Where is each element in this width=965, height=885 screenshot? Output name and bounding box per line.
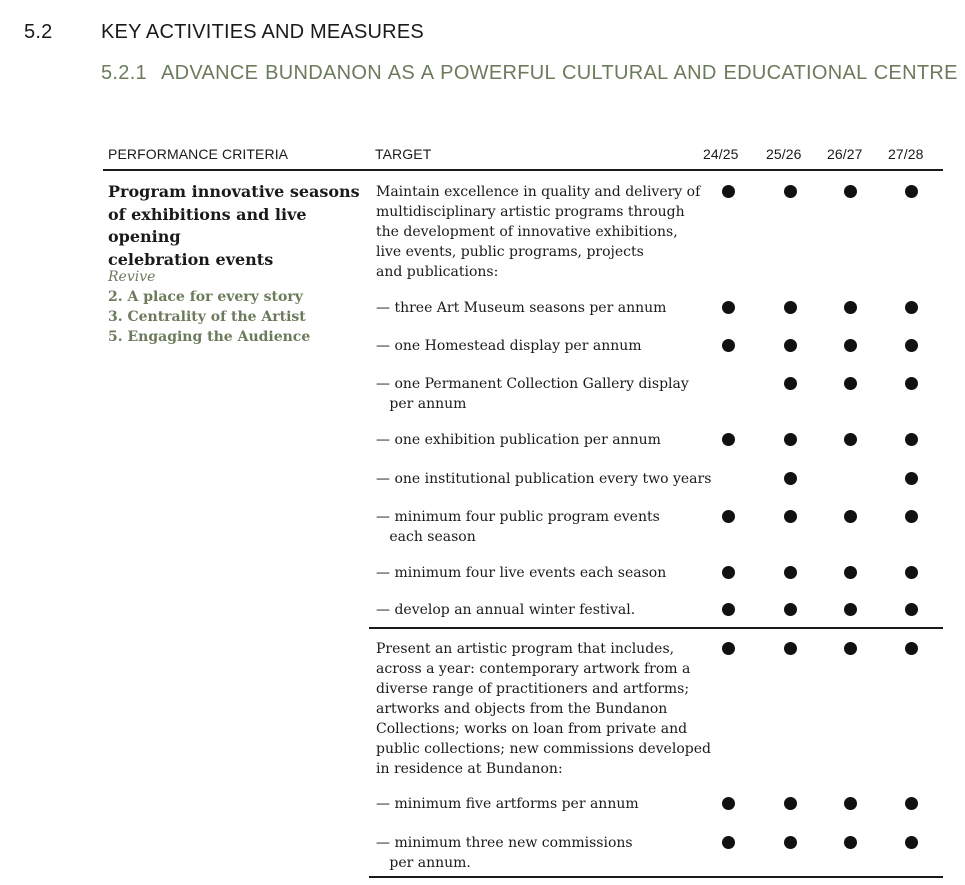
header-year-1: 24/25 bbox=[703, 146, 739, 162]
header-target: TARGET bbox=[375, 146, 432, 162]
target-line: — one exhibition publication per annum bbox=[376, 432, 661, 448]
target-met-dot-icon bbox=[784, 797, 797, 810]
target-line: the development of innovative exhibitions, bbox=[376, 224, 678, 240]
target-row-text bbox=[376, 600, 635, 620]
target-line: — minimum five artforms per annum bbox=[376, 796, 639, 812]
target-met-dot-icon bbox=[722, 185, 735, 198]
target-met-dot-icon bbox=[722, 566, 735, 579]
header-rule bbox=[103, 169, 943, 171]
subsection-heading bbox=[101, 62, 958, 85]
criteria-title-line: Program innovative seasons bbox=[108, 182, 360, 201]
target-line: per annum. bbox=[376, 855, 471, 871]
target-met-dot-icon bbox=[722, 642, 735, 655]
target-met-dot-icon bbox=[784, 433, 797, 446]
target-line: each season bbox=[376, 529, 476, 545]
goal-item: 3. Centrality of the Artist bbox=[108, 309, 306, 325]
target-row-text bbox=[376, 182, 700, 282]
subsection-number: 5.2.1 bbox=[101, 62, 147, 84]
target-row-text bbox=[376, 507, 660, 547]
target-line: and publications: bbox=[376, 264, 499, 280]
target-met-dot-icon bbox=[844, 566, 857, 579]
target-met-dot-icon bbox=[905, 185, 918, 198]
target-met-dot-icon bbox=[905, 339, 918, 352]
target-met-dot-icon bbox=[844, 642, 857, 655]
section-number: 5.2 bbox=[24, 21, 53, 43]
target-row-text bbox=[376, 298, 666, 318]
target-met-dot-icon bbox=[844, 377, 857, 390]
target-line: across a year: contemporary artwork from a bbox=[376, 661, 691, 677]
target-line: — minimum three new commissions bbox=[376, 835, 633, 851]
target-met-dot-icon bbox=[905, 433, 918, 446]
target-line: multidisciplinary artistic programs through bbox=[376, 204, 685, 220]
target-row-text bbox=[376, 336, 642, 356]
target-met-dot-icon bbox=[722, 797, 735, 810]
target-met-dot-icon bbox=[784, 185, 797, 198]
target-line: — three Art Museum seasons per annum bbox=[376, 300, 667, 316]
target-met-dot-icon bbox=[784, 603, 797, 616]
target-met-dot-icon bbox=[784, 339, 797, 352]
target-met-dot-icon bbox=[722, 301, 735, 314]
target-met-dot-icon bbox=[905, 377, 918, 390]
target-line: diverse range of practitioners and artforms; bbox=[376, 681, 690, 697]
target-met-dot-icon bbox=[844, 185, 857, 198]
target-met-dot-icon bbox=[784, 377, 797, 390]
target-met-dot-icon bbox=[784, 566, 797, 579]
target-met-dot-icon bbox=[905, 642, 918, 655]
target-line: in residence at Bundanon: bbox=[376, 761, 563, 777]
target-met-dot-icon bbox=[844, 836, 857, 849]
criteria-title-line: celebration events bbox=[108, 249, 274, 269]
target-line: — develop an annual winter festival. bbox=[376, 602, 636, 618]
target-met-dot-icon bbox=[722, 836, 735, 849]
target-line: Present an artistic program that includes, bbox=[376, 641, 675, 657]
target-met-dot-icon bbox=[905, 566, 918, 579]
target-met-dot-icon bbox=[905, 836, 918, 849]
target-met-dot-icon bbox=[844, 339, 857, 352]
target-met-dot-icon bbox=[905, 301, 918, 314]
section-title: KEY ACTIVITIES AND MEASURES bbox=[101, 21, 424, 43]
target-row-text bbox=[376, 563, 666, 583]
target-line: public collections; new commissions developed bbox=[376, 741, 711, 757]
target-row-text bbox=[376, 374, 689, 414]
target-line: — one institutional publication every two years bbox=[376, 471, 712, 487]
target-met-dot-icon bbox=[905, 797, 918, 810]
target-met-dot-icon bbox=[844, 301, 857, 314]
target-met-dot-icon bbox=[844, 603, 857, 616]
header-year-2: 25/26 bbox=[766, 146, 802, 162]
subsection-title: ADVANCE BUNDANON AS A POWERFUL CULTURAL AND EDUCATIONAL CENTRE bbox=[160, 62, 958, 84]
target-met-dot-icon bbox=[844, 433, 857, 446]
criteria-title bbox=[108, 181, 370, 271]
target-row-text bbox=[376, 469, 711, 489]
goal-item: 2. A place for every story bbox=[108, 289, 303, 305]
header-year-4: 27/28 bbox=[888, 146, 924, 162]
target-met-dot-icon bbox=[784, 301, 797, 314]
target-line: — one Permanent Collection Gallery display bbox=[376, 376, 689, 392]
target-met-dot-icon bbox=[844, 510, 857, 523]
target-met-dot-icon bbox=[784, 472, 797, 485]
target-row-text bbox=[376, 794, 639, 814]
revive-label: Revive bbox=[108, 269, 156, 285]
target-row-text bbox=[376, 639, 711, 779]
target-met-dot-icon bbox=[722, 510, 735, 523]
target-line: Maintain excellence in quality and delivery of bbox=[376, 184, 701, 200]
target-met-dot-icon bbox=[722, 433, 735, 446]
target-row-text bbox=[376, 430, 661, 450]
target-met-dot-icon bbox=[905, 472, 918, 485]
header-performance-criteria: PERFORMANCE CRITERIA bbox=[108, 146, 289, 162]
target-line: — minimum four public program events bbox=[376, 509, 660, 525]
target-line: Collections; works on loan from private and bbox=[376, 721, 688, 737]
target-line: live events, public programs, projects bbox=[376, 244, 644, 260]
target-row-text bbox=[376, 833, 633, 873]
target-line: — one Homestead display per annum bbox=[376, 338, 642, 354]
criteria-title-line: of exhibitions and live opening bbox=[108, 204, 307, 246]
target-met-dot-icon bbox=[722, 339, 735, 352]
header-year-3: 26/27 bbox=[827, 146, 863, 162]
target-met-dot-icon bbox=[784, 510, 797, 523]
target-met-dot-icon bbox=[844, 797, 857, 810]
target-met-dot-icon bbox=[905, 603, 918, 616]
target-line: — minimum four live events each season bbox=[376, 565, 667, 581]
goal-item: 5. Engaging the Audience bbox=[108, 329, 311, 345]
target-met-dot-icon bbox=[784, 836, 797, 849]
target-line: per annum bbox=[376, 396, 467, 412]
target-met-dot-icon bbox=[722, 603, 735, 616]
target-met-dot-icon bbox=[905, 510, 918, 523]
target-line: artworks and objects from the Bundanon bbox=[376, 701, 668, 717]
table-bottom-rule bbox=[369, 876, 943, 878]
target-met-dot-icon bbox=[784, 642, 797, 655]
group-divider-rule bbox=[369, 627, 943, 629]
